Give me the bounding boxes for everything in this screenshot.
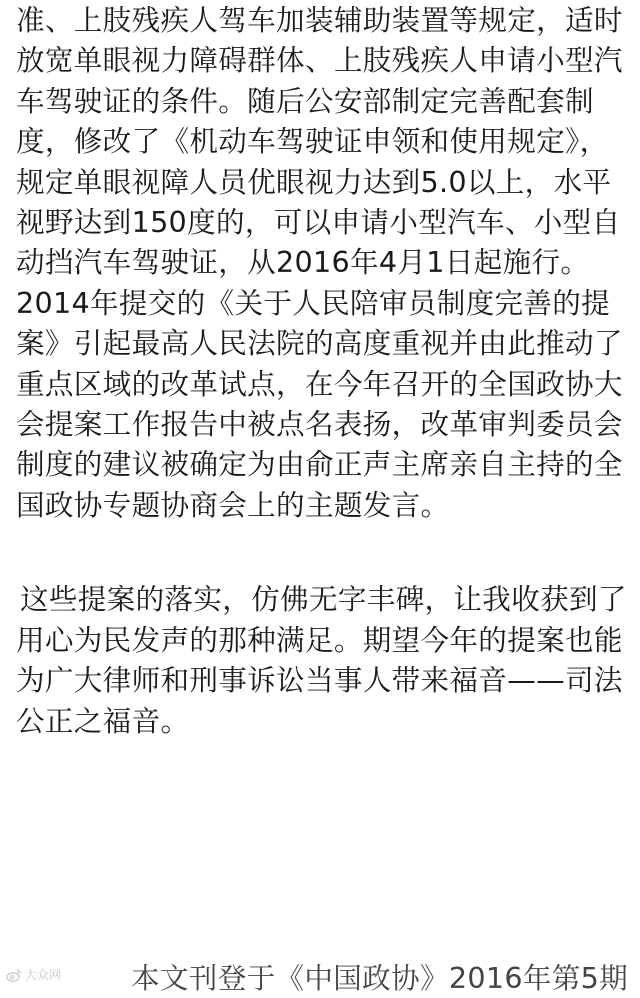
- text-line: 度，修改了《机动车驾驶证申领和使用规定》，: [16, 124, 609, 159]
- text-line: 为广大律师和刑事诉讼当事人带来福音——司法: [16, 663, 623, 698]
- text-line: 放宽单眼视力障碍群体、上肢残疾人申请小型汽: [16, 43, 623, 78]
- watermark-text: 大众网: [25, 968, 62, 982]
- text-line: 这些提案的落实，仿佛无字丰碑，让我收获到了: [20, 582, 627, 617]
- text-line: 2014年提交的《关于人民陪审员制度完善的提: [16, 285, 611, 320]
- watermark: [6, 966, 61, 983]
- text-line: 动挡汽车驾驶证，从2016年4月1日起施行。: [16, 245, 590, 280]
- text-line: 规定单眼视障人员优眼视力达到5.0以上，水平: [16, 164, 612, 199]
- weibo-icon: [6, 967, 22, 983]
- text-line: 重点区域的改革试点，在今年召开的全国政协大: [16, 366, 623, 401]
- text-line: 案》引起最高人民法院的高度重视并由此推动了: [16, 326, 623, 361]
- article-footer: [0, 958, 640, 998]
- text-line: 制度的建议被确定为由俞正声主席亲自主持的全: [16, 447, 623, 482]
- text-line: 车驾驶证的条件。随后公安部制定完善配套制: [16, 83, 594, 118]
- text-line: 国政协专题协商会上的主题发言。: [16, 487, 450, 522]
- text-line: 用心为民发声的那种满足。期望今年的提案也能: [16, 622, 623, 657]
- article-paragraph-2: [16, 579, 632, 741]
- text-line: 公正之福音。: [16, 703, 190, 738]
- article-body: [16, 0, 632, 741]
- text-line: 视野达到150度的，可以申请小型汽车、小型自: [16, 205, 621, 240]
- text-line: 准、上肢残疾人驾车加装辅助装置等规定，适时: [16, 3, 623, 37]
- article-paragraph-1: [16, 0, 632, 525]
- source-note: 本文刊登于《中国政协》2016年第5期: [131, 961, 628, 995]
- text-line: 会提案工作报告中被点名表扬，改革审判委员会: [16, 407, 623, 442]
